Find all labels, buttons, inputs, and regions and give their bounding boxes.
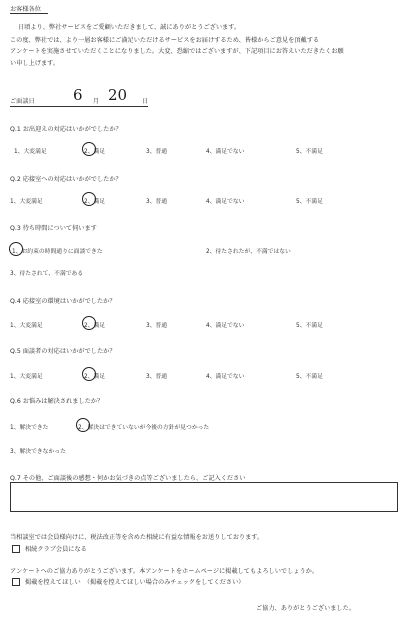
- q3-option-2[interactable]: 2、待たされたが、不満ではない: [206, 249, 291, 255]
- q4-option-5[interactable]: 5、不満足: [296, 323, 323, 329]
- month-value[interactable]: 6: [73, 86, 83, 104]
- q1-option-3[interactable]: 3、普通: [146, 149, 168, 155]
- q5-option-5[interactable]: 5、不満足: [296, 374, 323, 380]
- q1-option-4[interactable]: 4、満足でない: [206, 149, 245, 155]
- thanks-text: ご協力、ありがとうございました。: [256, 605, 355, 612]
- publish-text: アンケートへのご協力ありがとうございます。本アンケートをホームページに掲載してもよろしいでしょうか。: [10, 568, 319, 575]
- q6-option-2[interactable]: 2、解決はできていないが今後の方針が見つかった: [78, 425, 210, 431]
- q3-question: Q.3 待ち時間について伺います: [10, 225, 97, 232]
- date-label: ご面談日: [10, 98, 35, 105]
- q5-selection-circle: [82, 367, 96, 381]
- q3-selection-circle: [9, 242, 23, 256]
- intro-line-1: 日頃より、弊社サービスをご愛顧いただきまして、誠にありがとうございます。: [18, 24, 241, 31]
- month-unit: 月: [93, 98, 100, 105]
- comment-box[interactable]: [10, 482, 398, 512]
- q4-option-1[interactable]: 1、大変満足: [10, 323, 43, 329]
- q1-question: Q.1 お出迎えの対応はいかがでしたか？: [10, 126, 122, 133]
- salutation: お客様各位: [10, 6, 41, 13]
- q5-option-4[interactable]: 4、満足でない: [206, 374, 245, 380]
- q6-option-3[interactable]: 3、解決できなかった: [10, 449, 66, 455]
- day-value[interactable]: 20: [108, 86, 128, 104]
- q4-question: Q.4 応接室の環境はいかがでしたか？: [10, 298, 116, 305]
- q2-option-2[interactable]: 2、満足: [84, 199, 106, 205]
- club-text: 当相談室では会員様向けに、税法改正等を含めた相続に有益な情報をお送りしております。: [10, 534, 264, 541]
- publish-checkbox[interactable]: [12, 578, 20, 586]
- q6-option-1[interactable]: 1、解決できた: [10, 425, 49, 431]
- club-checkbox-label: 相続クラブ会員になる: [25, 546, 87, 553]
- intro-line-4: い申し上げます。: [10, 60, 60, 67]
- q4-option-2[interactable]: 2、満足: [84, 323, 106, 329]
- q5-option-1[interactable]: 1、大変満足: [10, 374, 43, 380]
- intro-line-2: この度、弊社では、より一層お客様にご満足いただけるサービスをお届けするため、皆様からご意見を頂戴する: [10, 37, 320, 44]
- day-unit: 日: [142, 98, 149, 105]
- q4-selection-circle: [82, 316, 96, 330]
- q6-selection-circle: [76, 418, 90, 432]
- q4-option-4[interactable]: 4、満足でない: [206, 323, 245, 329]
- q1-option-1[interactable]: 1、大変満足: [14, 149, 47, 155]
- q1-option-5[interactable]: 5、不満足: [296, 149, 323, 155]
- q4-option-3[interactable]: 3、普通: [146, 323, 168, 329]
- q2-option-5[interactable]: 5、不満足: [296, 199, 323, 205]
- intro-line-3: アンケートを実施させていただくことになりました。大変、恐縮ではございますが、下記項目にお答えいただきたくお願: [10, 48, 344, 55]
- club-checkbox[interactable]: [12, 545, 20, 553]
- q1-option-2[interactable]: 2、満足: [84, 149, 106, 155]
- q6-question: Q.6 お悩みは解決されましたか？: [10, 398, 104, 405]
- q3-option-1[interactable]: 1、お約束の時間通りに面談できた: [12, 249, 103, 255]
- q5-question: Q.5 面談者の対応はいかがでしたか？: [10, 348, 116, 355]
- q2-selection-circle: [82, 192, 96, 206]
- q5-option-2[interactable]: 2、満足: [84, 374, 106, 380]
- q2-option-1[interactable]: 1、大変満足: [10, 199, 43, 205]
- publish-checkbox-label: 掲載を控えてほしい （掲載を控えてほしい場合のみチェックをしてください）: [25, 579, 245, 586]
- date-underline: [10, 106, 148, 107]
- q2-option-4[interactable]: 4、満足でない: [206, 199, 245, 205]
- q3-option-3[interactable]: 3、待たされて、不満である: [10, 271, 84, 277]
- q2-question: Q.2 応接室への対応はいかがでしたか？: [10, 176, 122, 183]
- q5-option-3[interactable]: 3、普通: [146, 374, 168, 380]
- q2-option-3[interactable]: 3、普通: [146, 199, 168, 205]
- q1-selection-circle: [82, 142, 96, 156]
- salutation-underline: [10, 13, 48, 14]
- q7-question: Q.7 その他、ご面談後の感想・何かお気づきの点等ございましたら、ご記入ください: [10, 475, 246, 482]
